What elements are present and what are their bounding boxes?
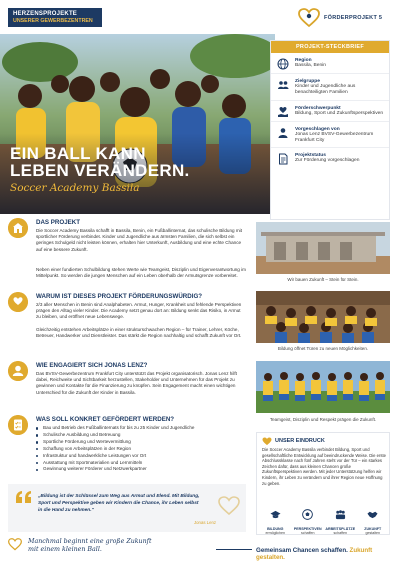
footer-slogan-line-1: Manchmal beginnt eine große Zukunft [28, 538, 152, 545]
profile-value-focus: Bildung, Sport und Zukunftsperspektiven [295, 110, 384, 116]
profile-heading: PROJEKT-STECKBRIEF [271, 41, 389, 53]
profile-row-focus [271, 101, 389, 122]
hero-title-line-2: LEBEN VERÄNDERN. [10, 161, 190, 180]
impression-item-top: PERSPEKTIVEN [293, 527, 322, 531]
header-tag [8, 8, 102, 27]
school-icon [8, 218, 28, 238]
person-icon [277, 127, 289, 139]
header-line-1: HERZENSPROJEKTE [13, 11, 78, 17]
section-heading: WAS SOLL KONKRET GEFÖRDERT WERDEN? [36, 416, 175, 423]
impression-icons [259, 509, 389, 535]
photo-caption: Teamgeist, Disziplin und Respekt prägen die Zukunft. [269, 417, 377, 422]
list-item: Sportliche Förderung und Wertevermittlung [36, 439, 246, 446]
list-item: Ausstattung mit Sportmaterialien und Lernmitteln [36, 460, 246, 467]
photo-caption: Wir bauen Zukunft – Stein für Stein. [287, 277, 359, 282]
profile-row-status [271, 148, 389, 168]
impression-heading: UNSER EINDRUCK [275, 438, 325, 444]
section-paragraph: Das BVSV-Gewerbezentrum Frankfurt City unterstützt das Projekt organisatorisch. Jonas Lenz hilft dabei, Reichweite und Sichtbarkeit herzustellen, Stakeholder und Unternehmen für das Projekt zu gewinnen und Kontakte für die Finanzierung zu knüpfen. Sein Engagement macht einen wichtigen Unterschied für die Zukunft der Kinder in Bassila. [36, 371, 237, 395]
group-icon [277, 79, 289, 91]
impression-item-top: ZUKUNFT [364, 527, 382, 531]
soccer-ball-icon [302, 509, 313, 520]
section-paragraph: Die Soccer Academy Bassila schafft in Bassila, Benin, ein Fußballinternat, das schulische Bildung mit sportlicher Förderung verbindet. Kinder und Jugendliche aus ärmsten Familien, die sich selbst ein geringes Schulgeld nicht leisten können, erhalten hier Unterkunft, Ausbildung und eine echte Chance auf eine bessere Zukunft. [36, 228, 242, 252]
quote-mark-icon [15, 490, 33, 504]
heart-icon [262, 437, 272, 446]
profile-value-status: Zur Förderung vorgeschlagen [295, 158, 360, 164]
section-heading: WARUM IST DIESES PROJEKT FÖRDERUNGSWÜRDIG? [36, 293, 203, 300]
hero-title [10, 145, 190, 194]
section-engagement [8, 361, 248, 411]
section-project [8, 218, 248, 288]
construction-photo [256, 222, 390, 274]
profile-label-focus: Förderschwerpunkt [295, 105, 341, 111]
workers-icon [335, 509, 346, 520]
hero-subtitle: Soccer Academy Bassila [10, 182, 140, 194]
footer-slogan-line-2: mit einem kleinen Ball. [28, 546, 102, 553]
impression-item-top: ARBEITSPLÄTZE [325, 527, 356, 531]
project-profile-card [270, 40, 390, 220]
impression-item-bottom: ermöglichen [265, 531, 286, 535]
impression-item-bottom: gestalten [365, 531, 381, 535]
impression-card [256, 432, 390, 535]
logo-label: FÖRDERPROJEKT 5 [324, 15, 383, 21]
team-photo [256, 361, 390, 413]
classroom-photo [256, 291, 390, 343]
section-heading: DAS PROJEKT [36, 219, 81, 226]
footer-claim-part-1: Gemeinsam Chancen schaffen. [256, 547, 348, 554]
impression-item-bottom: schaffen [333, 531, 348, 535]
hero-title-line-1: EIN BALL KANN [10, 144, 146, 163]
profile-row-region [271, 53, 389, 74]
profile-row-proposer [271, 122, 389, 149]
impression-item-jobs [325, 509, 355, 535]
footer-slogan [8, 538, 152, 554]
impression-item-bottom: schaffen [300, 531, 315, 535]
quote-text: „Bildung ist der Schlüssel zum Weg aus Armut und Elend. Mit Bildung, Sport und Perspektive geben wir Kindern die Chance, ihr Leben selbst in die Hand zu nehmen." [38, 494, 200, 513]
section-paragraph: Gleichzeitig entstehen Arbeitsplätze in einer strukturschwachen Region – für Trainer, Lehrer, Köche, Betreuer, Handwerker und Dienstleister. Das stärkt die Region nachhaltig und schafft Zukunft vor Ort. [36, 327, 242, 339]
section-paragraph: 2/3 aller Menschen in Benin sind Analphabeten. Armut, Hunger, Krankheit und fehlende Perspektiven prägen den Alltag vieler Kinder. Die Academy setzt genau dort an: Bildung senkt das Risiko, in Armut zu bleiben, und eröffnet neue Lebenswege. [36, 302, 242, 320]
document-icon [277, 153, 289, 165]
list-item: Schulische Ausbildung und Betreuung [36, 432, 246, 439]
heart-logo-icon [8, 538, 22, 551]
footer-claim [256, 547, 400, 561]
profile-row-target [271, 74, 389, 101]
profile-label-status: Projektstatus [295, 153, 326, 159]
impression-item-top: BILDUNG [267, 527, 284, 531]
footer-claim-part-2: Zukunft gestalten. [256, 547, 373, 561]
project-logo [298, 8, 390, 28]
quote-box [8, 484, 246, 532]
globe-icon [277, 58, 289, 70]
section-why [8, 292, 248, 352]
person-icon [8, 361, 28, 381]
heart-hand-icon [277, 106, 289, 118]
photo-caption: Bildung öffnet Türen zu neuen Möglichkeiten. [277, 346, 369, 351]
footer-divider [216, 549, 252, 550]
list-item: Bau und Betrieb des Fußballinternats für bis zu 25 Kinder und Jugendliche [36, 425, 246, 432]
header-line-2: UNSERER GEWERBEZENTREN [13, 18, 93, 24]
impression-item-future [358, 509, 388, 535]
quote-author: Jonas Lenz [194, 520, 216, 525]
heart-logo-icon [218, 496, 240, 516]
profile-value-region: Bassila, Benin [295, 63, 326, 68]
funding-list [36, 425, 246, 473]
list-item: Infrastruktur und handwerkliche Leistungen vor Ort [36, 453, 246, 460]
profile-label-region: Region [295, 58, 312, 63]
impression-item-perspectives [293, 509, 323, 535]
profile-value-target: Kinder und Jugendliche aus benachteiligten Familien [295, 84, 356, 96]
handshake-icon [367, 509, 378, 520]
profile-label-proposer: Vorgeschlagen von [295, 126, 340, 132]
profile-value-proposer: Jonas Lenz BVSV-Gewerbezentrum Frankfurt City [295, 131, 374, 143]
impression-text: Die Soccer Academy Bassila verbindet Bildung, Sport und gesellschaftliche Entwicklung auf beeindruckende Weise. Die erste Abschlussklasse nach fünf Jahren steht vor der Tür – ein starkes Zeichen dafür, dass aus kleinen Chancen große Zukunftsperspektiven werden. Mit jeder Unterstützung helfen wir Kindern, ihr Leben zu verändern und ihrer Region neue Hoffnung zu geben. [262, 447, 386, 486]
list-item: Gewinnung weiterer Förderer und Netzwerkpartner [36, 466, 246, 473]
impression-item-education [260, 509, 290, 535]
list-item: Schaffung von Arbeitsplätzen in der Region [36, 446, 246, 453]
section-heading: WIE ENGAGIERT SICH JONAS LENZ? [36, 362, 148, 369]
heart-hands-icon [8, 292, 28, 312]
checklist-icon [8, 415, 28, 435]
graduation-icon [270, 509, 281, 520]
heart-logo-icon [298, 8, 320, 28]
section-paragraph: Neben einer fundierten Schulbildung stehen Werte wie Teamgeist, Disziplin und Eigenverantwortung im Mittelpunkt. So werden die jungen Menschen auf ein Leben oberhalb der Armutsgrenze vorbereitet. [36, 267, 246, 279]
section-funding [8, 415, 248, 481]
profile-label-target: Zielgruppe [295, 79, 320, 84]
